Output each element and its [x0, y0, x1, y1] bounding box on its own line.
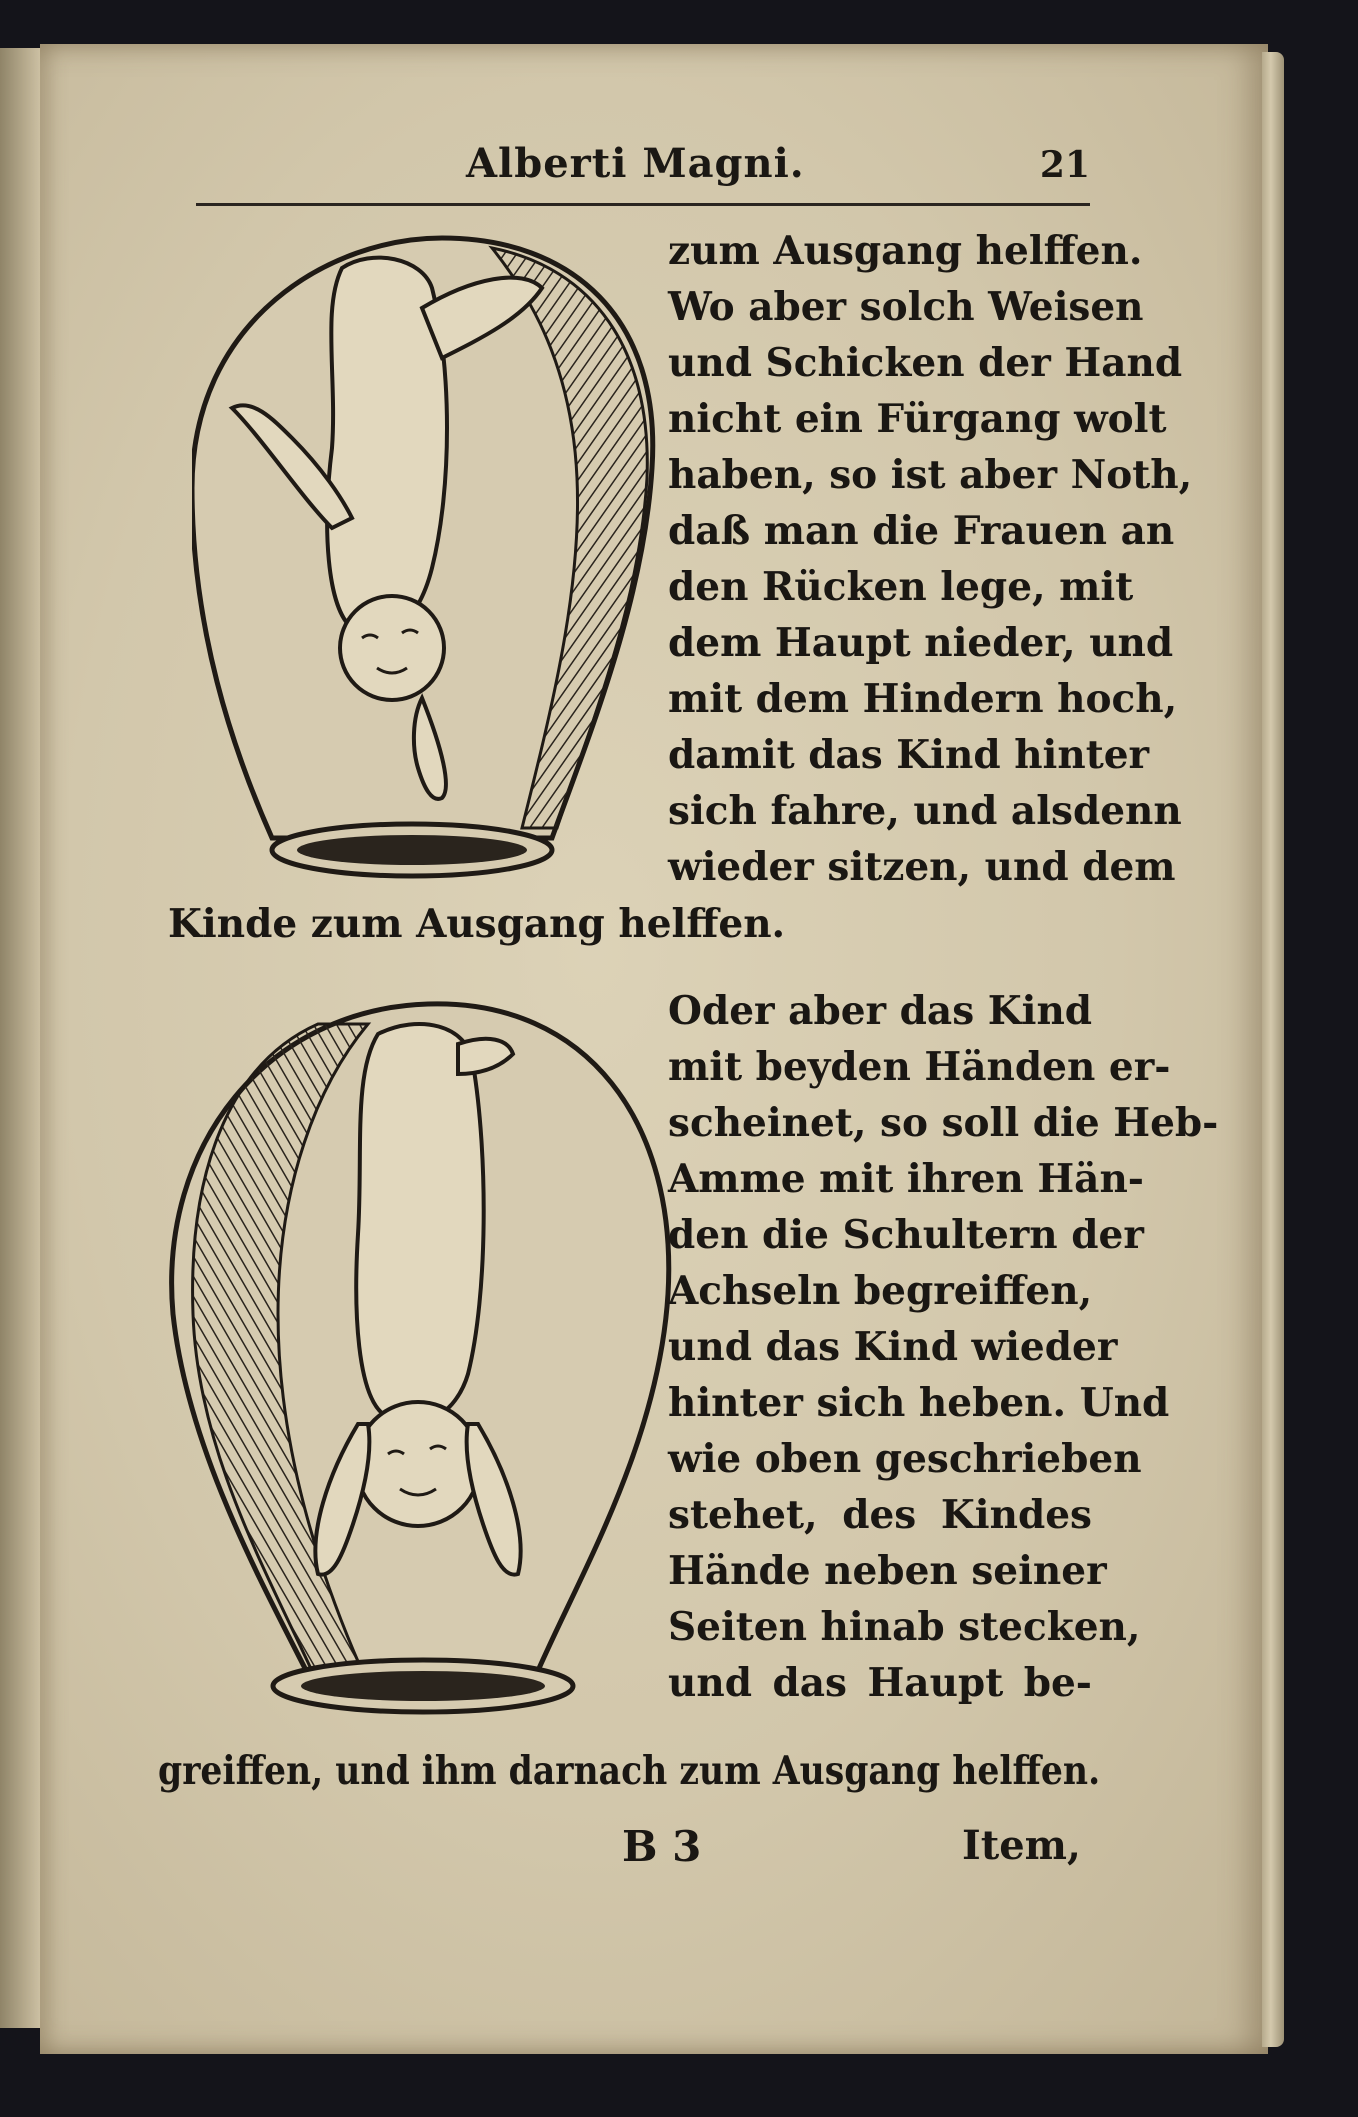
- facing-page-edge: [0, 48, 42, 2028]
- text-line: dem Haupt nieder, und: [668, 620, 1174, 666]
- woodcut-infant-in-womb-reaching-icon: [192, 228, 672, 888]
- running-header: [196, 140, 1096, 200]
- woodcut-infant-in-womb-hands-first-icon: [168, 994, 678, 1724]
- text-line: haben, so ist aber Noth,: [668, 452, 1193, 498]
- text-line: mit dem Hindern hoch,: [668, 676, 1178, 722]
- text-line: daß man die Frauen an: [668, 508, 1175, 554]
- running-title: Alberti Magni.: [466, 140, 805, 187]
- page-fore-edge: [1262, 52, 1284, 2047]
- text-line: Kinde zum Ausgang helffen.: [168, 901, 786, 947]
- text-line: sich fahre, und alsdenn: [668, 788, 1182, 834]
- text-line: wieder sitzen, und dem: [668, 844, 1176, 890]
- signature-mark: B 3: [622, 1822, 702, 1871]
- text-line: wie oben geschrieben: [668, 1436, 1142, 1482]
- text-line: damit das Kind hinter: [668, 732, 1150, 778]
- page-number: 21: [1039, 144, 1090, 186]
- text-line: Amme mit ihren Hän-: [668, 1156, 1144, 1202]
- text-line: Wo aber solch Weisen: [668, 284, 1144, 330]
- text-line: hinter sich heben. Und: [668, 1380, 1170, 1426]
- text-line: und das Kind wieder: [668, 1324, 1118, 1370]
- woodcut-figure-1: [192, 228, 672, 888]
- catchword: Item,: [962, 1822, 1081, 1869]
- text-line: greiffen, und ihm darnach zum Ausgang helffen.: [158, 1748, 1101, 1794]
- text-line: und das Haupt be-: [668, 1660, 1092, 1706]
- text-line: und Schicken der Hand: [668, 340, 1183, 386]
- text-line: Achseln begreiffen,: [668, 1268, 1093, 1314]
- text-line: den Rücken lege, mit: [668, 564, 1134, 610]
- text-line: stehet, des Kindes: [668, 1492, 1092, 1538]
- text-line: nicht ein Fürgang wolt: [668, 396, 1167, 442]
- text-line: Hände neben seiner: [668, 1548, 1107, 1594]
- header-rule: [196, 203, 1090, 206]
- text-line: Seiten hinab stecken,: [668, 1604, 1141, 1650]
- text-line: zum Ausgang helffen.: [668, 228, 1143, 274]
- woodcut-figure-2: [168, 994, 678, 1724]
- text-line: mit beyden Händen er-: [668, 1044, 1171, 1090]
- text-line: den die Schultern der: [668, 1212, 1144, 1258]
- text-line: Oder aber das Kind: [668, 988, 1093, 1034]
- text-line: scheinet, so soll die Heb-: [668, 1100, 1219, 1146]
